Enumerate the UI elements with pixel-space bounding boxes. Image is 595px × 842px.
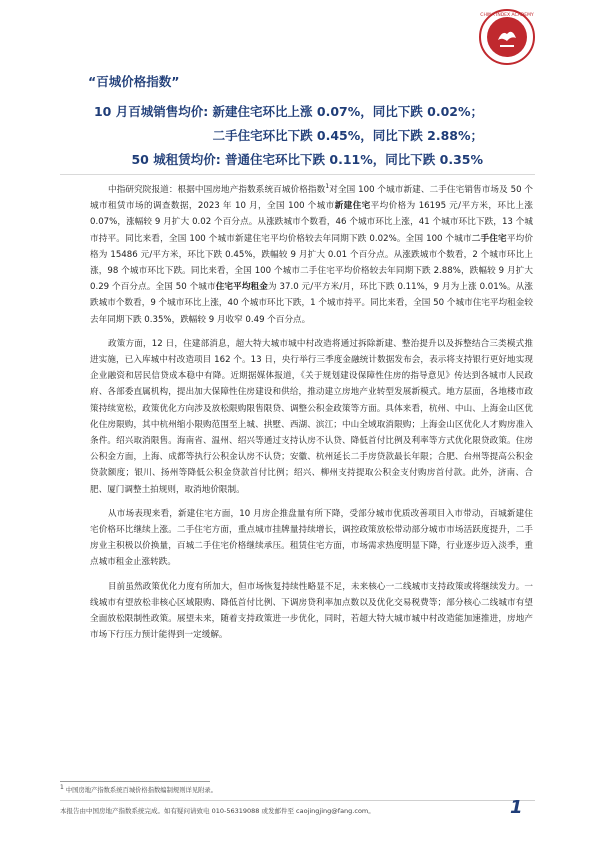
logo-seal-icon bbox=[478, 8, 536, 66]
keyword-new-homes: 新建住宅 bbox=[334, 201, 371, 212]
paragraph-summary: 中指研究院报道：根据中国房地产指数系统百城价格指数$^1$对全国 100 个城市新建、二手住宅销售市场及 50 个城市租赁市场的调查数据，2023 年 10 月，全国 100 个城市新建住宅平均价格为 16195 元/平方米，环比上涨 0.07%，涨幅较 9 月扩大 0.02 个百分点。从涨跌城市个数看，46 个城市环比上涨，41 个城市环比下跌，13 个城市持平。同比来看，全国 100 个城市新建住宅平均价格较去年同期下跌 0.02%。全国 100 个城市二手住宅平均价格为 15486 元/平方米，环比下跌 0.45%，跌幅较 9 月扩大 0.01 个百分点。从涨跌城市个数看，2 个城市环比上涨，98 个城市环比下跌。同比来看，全国 100 个城市二手住宅平均价格较去年同期下跌 2.88%，跌幅较 9 月扩大 0.29 个百分点。全国 50 个城市住宅平均租金为 37.0 元/平方米/月，环比下跌 0.11%，9 月为上涨 0.01%。从涨跌城市个数看，9 个城市环比上涨，40 个城市环比下跌，1 个城市持平。同比来看，全国 50 个城市住宅平均租金较去年同期下跌 0.35%，跌幅较 9 月收窄 0.49 个百分点。 bbox=[90, 183, 534, 325]
paragraph-policy: 政策方面，12 日，住建部消息，超大特大城市城中村改造将通过拆除新建、整治提升以及拆整结合三类模式推进实施，已入库城中村改造项目 162 个。13 日，央行举行三季度金融统计数据发布会，表示将支持银行更好地实现企业融资和居民信贷成本稳中有降。近期据媒体报道，《关于规划建设保障性住房的指导意见》传达到各城市人民政府、各部委直属机构，提出加大保障性住房建设和供给，推动建立房地产业转型发展新模式。地方层面，各地楼市政策持续宽松，政策优化方向涉及放松限购限售限贷、调整公积金政策等方面。具体来看，杭州、中山、上海金山区优化住房限购，其中杭州缩小限购范围至上城、拱墅、西湖、滨江；中山全域取消限购；上海金山区优化人才购房准入条件。绍兴取消限售。海南省、温州、绍兴等通过支持认房不认贷、降低首付比例及利率等方式优化限贷政策。住房公积金方面，上海、成都等执行公积金认房不认贷；安徽、杭州延长二手房贷款最长年限；合肥、台州等提高公积金贷款额度；银川、扬州等降低公积金贷款首付比例；绍兴、柳州支持提取公积金支付购房首付款。此外，济南、合肥、厦门调整土拍规则，取消地价限制。 bbox=[90, 338, 533, 495]
footnote-divider bbox=[60, 781, 210, 782]
footnote-marker[interactable]: 1 bbox=[325, 183, 330, 191]
headline-new-homes: 10 月百城销售均价: 新建住宅环比上涨 0.07%，同比下跌 0.02%； bbox=[93, 104, 483, 119]
logo bbox=[478, 8, 536, 66]
keyword-rent: 住宅平均租金 bbox=[215, 282, 268, 293]
divider bbox=[60, 174, 535, 175]
report-body bbox=[90, 182, 533, 651]
footer-divider bbox=[60, 800, 535, 801]
section-label: “百城价格指数” bbox=[88, 74, 180, 89]
footnote: $^1$ 中国房地产指数系统百城价格指数编制规则详见附录。 bbox=[60, 783, 217, 794]
svg-text:CHINA INDEX ACADEMY: CHINA INDEX ACADEMY bbox=[480, 13, 534, 18]
keyword-second-hand: 二手住宅 bbox=[471, 233, 507, 244]
paragraph-outlook: 目前虽然政策优化力度有所加大，但市场恢复持续性略显不足，未来核心一二线城市支持政策或将继续发力。一线城市有望放松非核心区域限购、降低首付比例、下调房贷利率加点数以及优化交易税费等；部分核心二线城市有望全面放松限制性政策。展望未来，随着支持政策进一步优化，同时，若超大特大城市城中村改造能加速推进，房地产市场下行压力预计能得到一定缓解。 bbox=[90, 581, 533, 641]
headline-rental: 50 城租赁均价: 普通住宅环比下跌 0.11%，同比下跌 0.35% bbox=[131, 152, 483, 167]
headline-second-hand: 二手住宅环比下跌 0.45%，同比下跌 2.88%； bbox=[212, 128, 483, 143]
footer-note: 本报告由中国房地产指数系统完成。如有疑问请致电 010-56319088 或发邮件至 caojingjing@fang.com。 bbox=[60, 807, 375, 815]
page-number: 1 bbox=[510, 797, 523, 818]
paragraph-market: 从市场表现来看，新建住宅方面，10 月房企推盘量有所下降，受部分城市优质改善项目入市带动，百城新建住宅价格环比继续上涨。二手住宅方面，重点城市挂牌量持续增长，调控政策放松带动部分城市市场活跃度提升，二手房业主积极以价换量，百城二手住宅价格继续承压。租赁住宅方面，市场需求热度明显下降，行业逐步迈入淡季，重点城市租金止涨转跌。 bbox=[90, 508, 533, 568]
